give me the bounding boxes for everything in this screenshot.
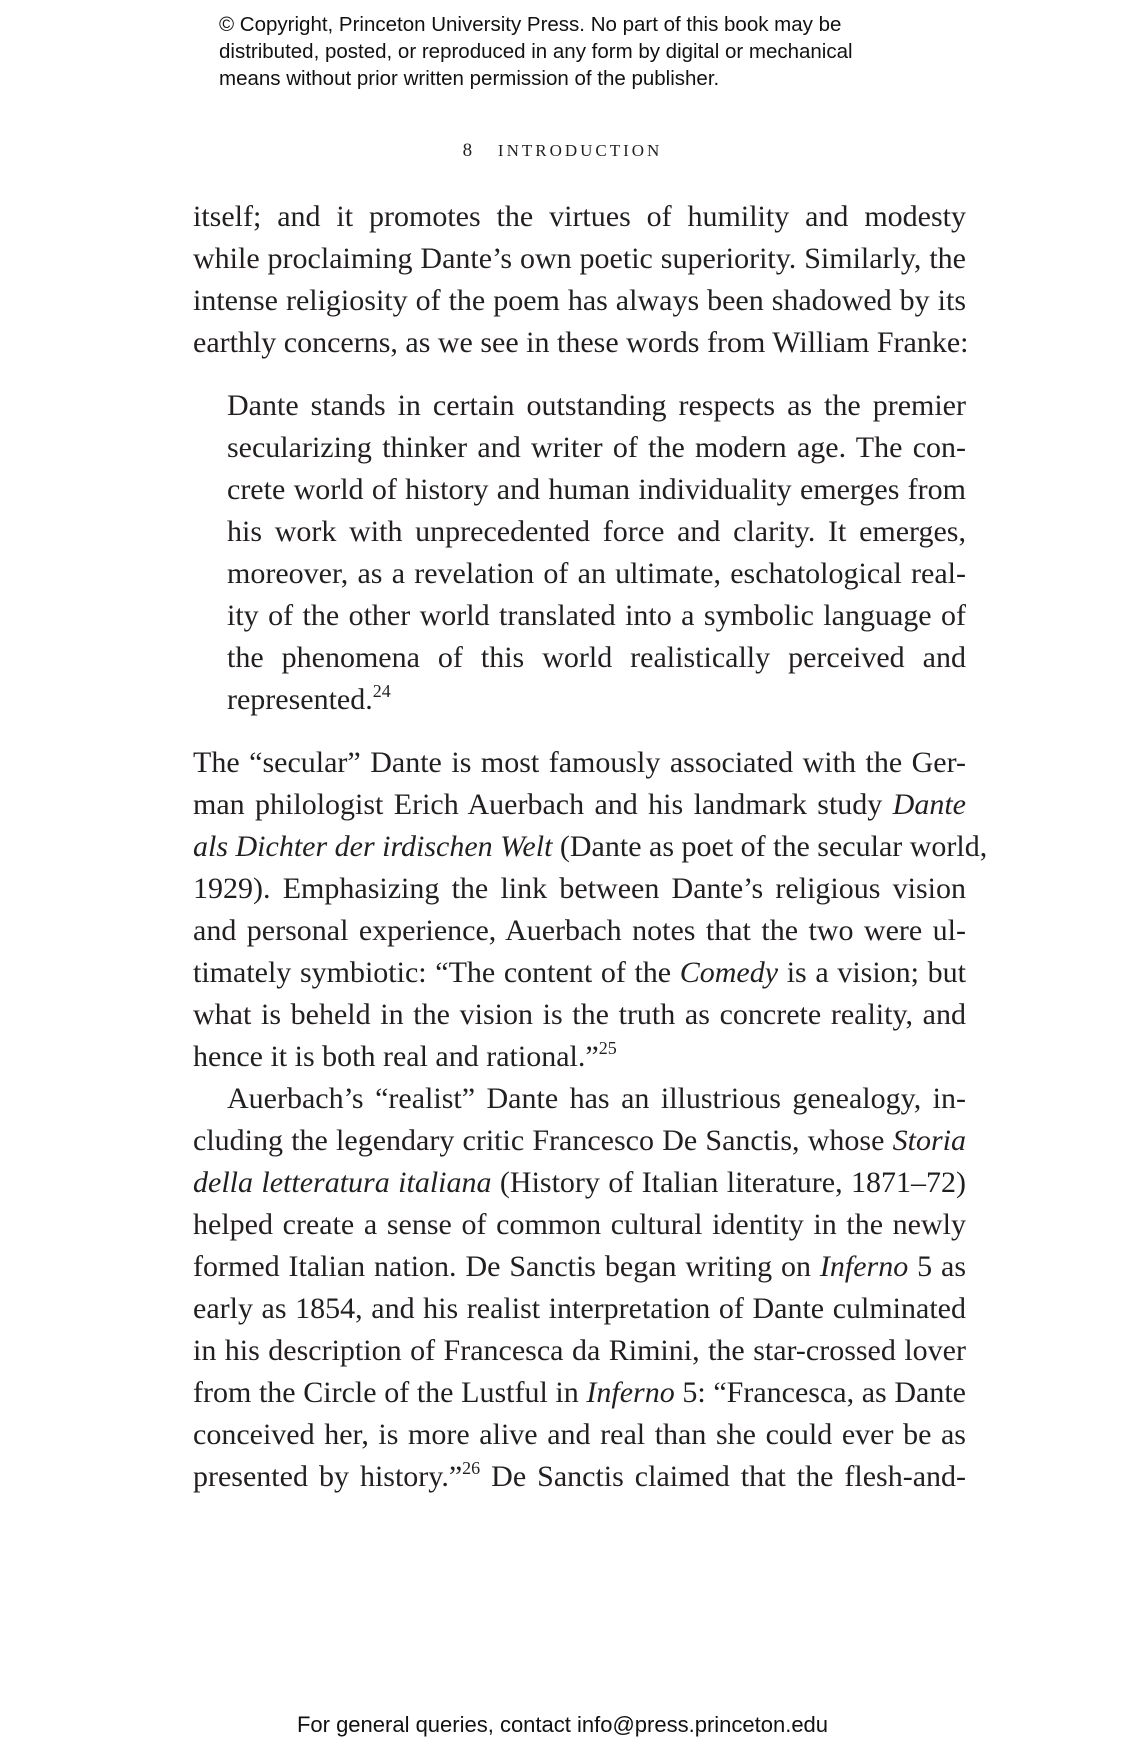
text-line [193,1456,966,1498]
text-line: intense religiosity of the poem has always been shadowed by its [193,284,966,317]
book-title: Comedy [679,956,779,989]
quote-text: represented. [227,683,373,716]
block-quote [227,385,966,721]
text-line: in his description of Francesca da Rimini, the star-crossed lover [193,1334,966,1367]
quote-line: Dante stands in certain outstanding respects as the premier [227,389,966,422]
quote-line: ity of the other world translated into a symbolic language of [227,599,966,632]
text-line: Auerbach’s “realist” Dante has an illustrious genealogy, in- [227,1082,966,1115]
text-span: (History of Italian literature, 1871–72) [491,1166,966,1199]
text-line [193,1162,966,1204]
text-line [193,1036,966,1078]
footnote-ref[interactable]: 26 [462,1458,481,1478]
book-title: als Dichter der irdischen Welt [193,830,553,863]
copyright-line: distributed, posted, or reproduced in any form by digital or mechanical [219,40,853,63]
book-title: Storia [892,1124,966,1157]
copyright-line: means without prior written permission of the publisher. [219,67,720,90]
text-line: what is beheld in the vision is the truth as concrete reality, and [193,998,966,1031]
text-line [193,784,966,826]
paragraph-3 [193,1078,966,1498]
text-span: is a vision; but [778,956,966,989]
text-span: (Dante as poet of the secular world, [552,830,988,863]
copyright-line: © Copyright, Princeton University Press. No part of this book may be [219,13,842,36]
footnote-ref[interactable]: 24 [372,681,391,701]
text-line [193,826,988,868]
book-title: Inferno [819,1250,909,1283]
text-span: presented by history.” [193,1460,463,1493]
text-line: 1929). Emphasizing the link between Dante’s religious vision [193,872,966,905]
text-span: De Sanctis claimed that the flesh-and- [480,1460,966,1493]
text-span: from the Circle of the Lustful in [193,1376,587,1409]
text-line: early as 1854, and his realist interpretation of Dante culminated [193,1292,966,1325]
text-span: timately symbiotic: “The content of the [193,956,680,989]
text-span: hence it is both real and rational.” [193,1040,599,1073]
text-line [193,1372,966,1414]
text-span: 5: “Francesca, as Dante [674,1376,967,1409]
quote-line: secularizing thinker and writer of the modern age. The con- [227,431,966,464]
paragraph-2 [193,742,988,1078]
text-line [193,1246,966,1288]
book-title: Dante [892,788,966,821]
contact-footer: For general queries, contact info@press.princeton.edu [296,1712,829,1737]
footnote-ref[interactable]: 25 [598,1038,617,1058]
text-line: conceived her, is more alive and real than she could ever be as [193,1418,966,1451]
running-head [0,140,1125,162]
paragraph-1 [193,196,969,364]
book-title: Inferno [586,1376,675,1409]
text-line: and personal experience, Auerbach notes that the two were ul- [193,914,966,947]
text-line: The “secular” Dante is most famously associated with the Ger- [193,746,966,779]
text-span: man philologist Erich Auerbach and his landmark study [193,788,893,821]
text-span: cluding the legendary critic Francesco De Sanctis, whose [193,1124,893,1157]
page-number: 8 [462,140,473,161]
text-line [193,1120,966,1162]
book-title: della letteratura italiana [193,1166,492,1199]
quote-line [227,679,966,721]
text-line [193,952,966,994]
text-span: formed Italian nation. De Sanctis began writing on [193,1250,820,1283]
text-line: itself; and it promotes the virtues of humility and modesty [193,200,966,233]
text-span: 5 as [908,1250,966,1283]
text-line: earthly concerns, as we see in these words from William Franke: [193,326,969,359]
quote-line: crete world of history and human individuality emerges from [227,473,966,506]
quote-line: moreover, as a revelation of an ultimate, eschatological real- [227,557,966,590]
text-line: helped create a sense of common cultural identity in the newly [193,1208,966,1241]
quote-line: his work with unprecedented force and clarity. It emerges, [227,515,966,548]
copyright-notice [219,11,979,92]
text-line: while proclaiming Dante’s own poetic superiority. Similarly, the [193,242,966,275]
quote-line: the phenomena of this world realistically perceived and [227,641,966,674]
chapter-title: INTRODUCTION [497,141,663,160]
